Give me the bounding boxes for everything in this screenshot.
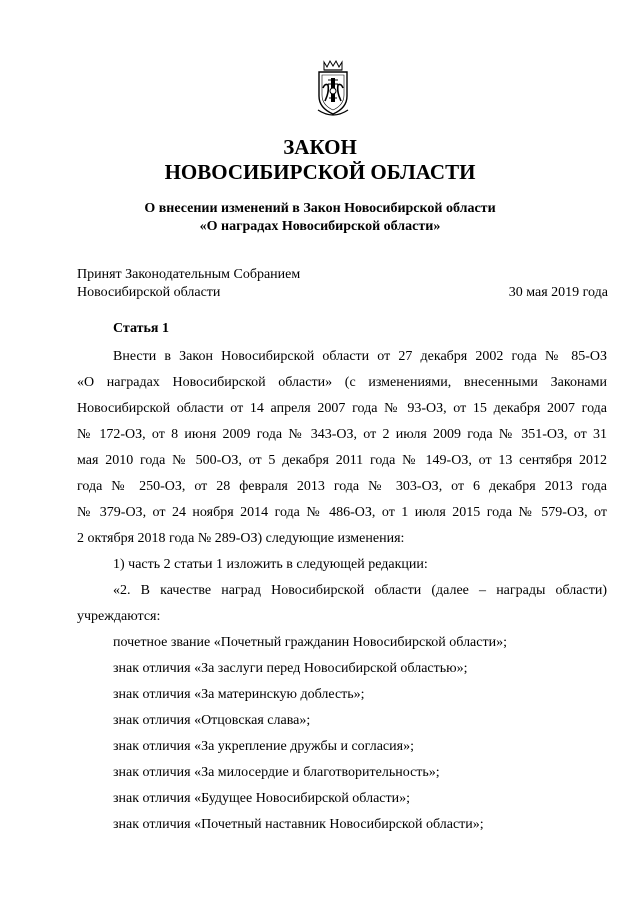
novosibirsk-coat-of-arms-icon xyxy=(314,58,352,120)
quote-line: «2. В качестве наград Новосибирской области (далее – награды области) xyxy=(113,583,607,598)
award-list-item: знак отличия «Отцовская слава»; xyxy=(113,713,311,728)
article-paragraph-last-line: 2 октября 2018 года № 289-ОЗ) следующие изменения: xyxy=(77,531,405,546)
amendment-item-1: 1) часть 2 статьи 1 изложить в следующей редакции: xyxy=(113,557,428,572)
law-subtitle-line1: О внесении изменений в Закон Новосибирской области xyxy=(144,201,496,216)
article-paragraph-line: «О наградах Новосибирской области» (с изменениями, внесенными Законами xyxy=(77,375,607,390)
award-list-item: знак отличия «За милосердие и благотворительность»; xyxy=(113,765,440,780)
award-list-item: знак отличия «Почетный наставник Новосибирской области»; xyxy=(113,817,484,832)
article-paragraph-line: Внести в Закон Новосибирской области от 27 декабря 2002 года № 85-ОЗ xyxy=(113,349,607,364)
article-paragraph-line: Новосибирской области от 14 апреля 2007 года № 93-ОЗ, от 15 декабря 2007 года xyxy=(77,401,607,416)
award-list-item: знак отличия «За заслуги перед Новосибирской областью»; xyxy=(113,661,468,676)
adoption-date: 30 мая 2019 года xyxy=(508,285,608,300)
award-list-item: почетное звание «Почетный гражданин Новосибирской области»; xyxy=(113,635,507,650)
award-list-item: знак отличия «За укрепление дружбы и согласия»; xyxy=(113,739,414,754)
article-paragraph-line: № 379-ОЗ, от 24 ноября 2014 года № 486-ОЗ, от 1 июля 2015 года № 579-ОЗ, от xyxy=(77,505,607,520)
quote-line: учреждаются: xyxy=(77,609,161,624)
award-list-item: знак отличия «Будущее Новосибирской области»; xyxy=(113,791,410,806)
article-paragraph-line: № 172-ОЗ, от 8 июня 2009 года № 343-ОЗ, от 2 июля 2009 года № 351-ОЗ, от 31 xyxy=(77,427,607,442)
article-paragraph-line: года № 250-ОЗ, от 28 февраля 2013 года № 303-ОЗ, от 6 декабря 2013 года xyxy=(77,479,607,494)
article-heading: Статья 1 xyxy=(113,321,169,336)
adoption-line2: Новосибирской области xyxy=(77,285,221,300)
award-list-item: знак отличия «За материнскую доблесть»; xyxy=(113,687,365,702)
adoption-line1: Принят Законодательным Собранием xyxy=(77,267,301,282)
article-paragraph-line: мая 2010 года № 500-ОЗ, от 5 декабря 2011 года № 149-ОЗ, от 13 сентября 2012 xyxy=(77,453,607,468)
law-region-title: НОВОСИБИРСКОЙ ОБЛАСТИ xyxy=(164,160,476,184)
law-title: ЗАКОН xyxy=(283,135,357,159)
law-subtitle-line2: «О наградах Новосибирской области» xyxy=(199,219,441,234)
